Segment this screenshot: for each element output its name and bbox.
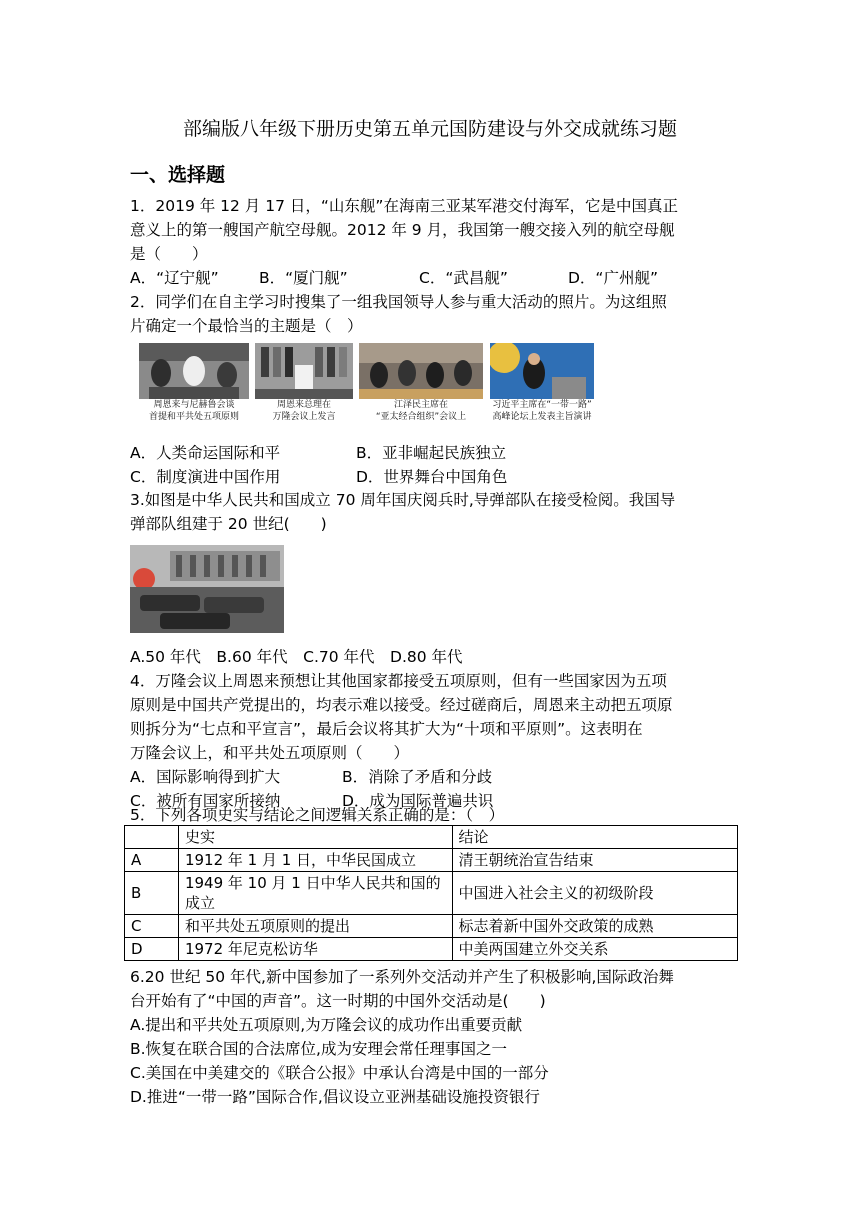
- q4-option-a: A．国际影响得到扩大: [130, 768, 281, 786]
- photo-2-caption: [255, 399, 353, 425]
- q1-stem-line-1: 1．2019 年 12 月 17 日，“山东舰”在海南三亚某军港交付海军，它是中国真正: [130, 197, 678, 215]
- photo-4-caption: [490, 399, 594, 425]
- q3-stem-line-1: 3.如图是中华人民共和国成立 70 周年国庆阅兵时,导弹部队在接受检阅。我国导: [130, 491, 676, 509]
- q4-option-c: C．被所有国家所接纳: [130, 792, 281, 810]
- q5-cell-conclusion: 中国进入社会主义的初级阶段: [452, 872, 738, 915]
- q5-cell-fact: 1949 年 10 月 1 日中华人民共和国的成立: [178, 872, 452, 915]
- q1-option-a: A．“辽宁舰”: [130, 269, 219, 287]
- photo-belt-road-forum: [490, 343, 594, 425]
- q5-cell-label: B: [125, 872, 179, 915]
- q4-stem-line-3: 则拆分为“七点和平宣言”，最后会议将其扩大为“十项和平原则”。这表明在: [130, 720, 643, 738]
- photo-apec-meeting: [359, 343, 483, 425]
- q5-table-row: [125, 938, 738, 961]
- q5-cell-fact: 1972 年尼克松访华: [178, 938, 452, 961]
- photo-1-caption-line-2: 首提和平共处五项原则: [148, 412, 239, 422]
- photo-3-caption: [359, 399, 483, 425]
- q5-table-header-row: [125, 826, 738, 849]
- q1-option-c: C．“武昌舰”: [419, 269, 508, 287]
- q6-stem-line-1: 6.20 世纪 50 年代,新中国参加了一系列外交活动并产生了积极影响,国际政治舞: [130, 968, 674, 986]
- q4-option-d: D．成为国际普遍共识: [342, 792, 494, 810]
- photo-2-caption-line-2: 万隆会议上发言: [272, 412, 336, 422]
- q2-stem-line-1: 2．同学们在自主学习时搜集了一组我国领导人参与重大活动的照片。为这组照: [130, 293, 667, 311]
- q1-option-d: D．“广州舰”: [568, 269, 658, 287]
- photo-3-caption-line-1: 江泽民主席在: [393, 400, 448, 410]
- q2-option-d: D．世界舞台中国角色: [356, 468, 508, 486]
- photo-missile-parade: [130, 545, 284, 633]
- photo-4-caption-line-2: 高峰论坛上发表主旨演讲: [492, 412, 592, 422]
- q5-header-cell: 史实: [178, 826, 452, 849]
- q2-option-a: A．人类命运国际和平: [130, 444, 281, 462]
- q2-option-c: C．制度演进中国作用: [130, 468, 281, 486]
- q2-option-b: B．亚非崛起民族独立: [356, 444, 507, 462]
- q1-option-b: B．“厦门舰”: [259, 269, 348, 287]
- q1-stem-line-2: 意义上的第一艘国产航空母舰。2012 年 9 月，我国第一艘交接入列的航空母舰: [130, 221, 675, 239]
- q4-stem-line-4: 万隆会议上，和平共处五项原则（ ）: [130, 744, 410, 762]
- photo-3-caption-line-2: “亚太经合组织”会议上: [375, 412, 467, 422]
- q5-table: [124, 825, 738, 961]
- q5-header-cell: 结论: [452, 826, 738, 849]
- q6-option-a: A.提出和平共处五项原则,为万隆会议的成功作出重要贡献: [130, 1016, 523, 1034]
- q4-stem-line-1: 4．万隆会议上周恩来预想让其他国家都接受五项原则，但有一些国家因为五项: [130, 672, 667, 690]
- photo-1-caption-line-1: 周恩来与尼赫鲁会谈: [153, 400, 235, 410]
- q6-option-d: D.推进“一带一路”国际合作,倡议设立亚洲基础设施投资银行: [130, 1088, 540, 1106]
- page-title: 部编版八年级下册历史第五单元国防建设与外交成就练习题: [182, 118, 677, 140]
- q5-stem: 5．下列各项史实与结论之间逻辑关系正确的是：（ ）: [130, 806, 505, 824]
- photo-4-caption-line-1: 习近平主席在“一带一路”: [492, 400, 592, 410]
- q5-cell-conclusion: 中美两国建立外交关系: [452, 938, 738, 961]
- q5-cell-conclusion: 清王朝统治宣告结束: [452, 849, 738, 872]
- q5-cell-fact: 和平共处五项原则的提出: [178, 915, 452, 938]
- q4-stem-line-2: 原则是中国共产党提出的，均表示难以接受。经过磋商后，周恩来主动把五项原: [130, 696, 673, 714]
- q5-table-row: [125, 849, 738, 872]
- q5-header-cell: [125, 826, 179, 849]
- q6-stem-line-2: 台开始有了“中国的声音”。这一时期的中国外交活动是( ): [130, 992, 546, 1010]
- q2-stem-line-2: 片确定一个最恰当的主题是（ ）: [130, 317, 363, 335]
- section-heading: 一、选择题: [130, 164, 226, 186]
- q5-table-row: [125, 872, 738, 915]
- q5-cell-label: C: [125, 915, 179, 938]
- q3-options: A.50 年代 B.60 年代 C.70 年代 D.80 年代: [130, 648, 463, 666]
- q4-option-b: B．消除了矛盾和分歧: [342, 768, 493, 786]
- photo-2-caption-line-1: 周恩来总理在: [276, 400, 331, 410]
- q6-option-c: C.美国在中美建交的《联合公报》中承认台湾是中国的一部分: [130, 1064, 549, 1082]
- photo-bandung-speech: [255, 343, 353, 425]
- q3-stem-line-2: 弹部队组建于 20 世纪( ): [130, 515, 327, 533]
- photo-zhou-nehru: [139, 343, 249, 425]
- photo-1-caption: [139, 399, 249, 425]
- q1-stem-line-3: 是（ ）: [130, 245, 208, 263]
- q5-cell-label: A: [125, 849, 179, 872]
- q5-cell-label: D: [125, 938, 179, 961]
- q5-table-row: [125, 915, 738, 938]
- q6-option-b: B.恢复在联合国的合法席位,成为安理会常任理事国之一: [130, 1040, 507, 1058]
- q5-cell-conclusion: 标志着新中国外交政策的成熟: [452, 915, 738, 938]
- q5-cell-fact: 1912 年 1 月 1 日，中华民国成立: [178, 849, 452, 872]
